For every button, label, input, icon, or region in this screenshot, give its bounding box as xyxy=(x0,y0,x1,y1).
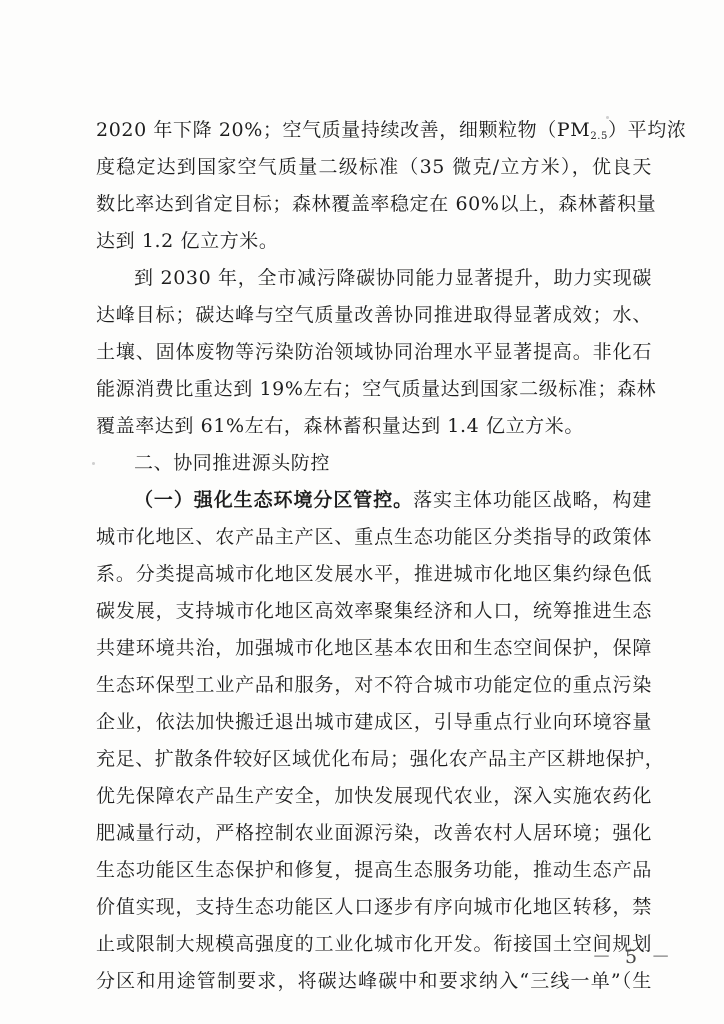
text-line: 数比率达到省定目标；森林覆盖率稳定在 60%以上，森林蓄积量 xyxy=(96,193,657,215)
text-line: 土壤、固体废物等污染防治领域协同治理水平显著提高。非化石 xyxy=(96,341,652,363)
paragraph xyxy=(96,112,687,260)
text-line: 价值实现，支持生态功能区人口逐步有序向城市化地区转移，禁 xyxy=(96,896,652,918)
text-line: 达峰目标；碳达峰与空气质量改善协同推进取得显著成效；水、 xyxy=(96,304,652,326)
text-line: 到 2030 年，全市减污降碳协同能力显著提升，助力实现碳 xyxy=(134,267,652,289)
text-line: 优先保障农产品生产安全，加快发展现代农业，深入实施农药化 xyxy=(96,785,652,807)
text-line: 充足、扩散条件较好区域优化布局；强化农产品主产区耕地保护， xyxy=(96,748,665,770)
text-line: 碳发展，支持城市化地区高效率聚集经济和人口，统筹推进生态 xyxy=(96,600,652,622)
text-line: 达到 1.2 亿立方米。 xyxy=(96,230,279,252)
subscript: 2.5 xyxy=(590,131,609,142)
text-line: 生态环保型工业产品和服务，对不符合城市功能定位的重点污染 xyxy=(96,674,652,696)
text-line: （一）强化生态环境分区管控。落实主体功能区战略，构建 xyxy=(134,489,653,511)
paragraph xyxy=(96,260,657,445)
text-line: 覆盖率达到 61%左右，森林蓄积量达到 1.4 亿立方米。 xyxy=(96,415,584,437)
text-line: 止或限制大规模高强度的工业化城市化开发。衔接国土空间规划 xyxy=(96,933,652,955)
section-heading: 二、协同推进源头防控 xyxy=(134,452,331,474)
subsection-heading: （一）强化生态环境分区管控。 xyxy=(134,489,414,511)
paragraph xyxy=(96,482,665,1000)
text-line: 度稳定达到国家空气质量二级标准（35 微克/立方米），优良天 xyxy=(96,156,652,178)
text-line: 生态功能区生态保护和修复，提高生态服务功能，推动生态产品 xyxy=(96,859,652,881)
text-line: 2020 年下降 20%；空气质量持续改善，细颗粒物$(PM_{2.5})$平均浓 xyxy=(96,119,687,142)
page-number: － 5 － xyxy=(592,946,675,968)
text-line: 分区和用途管制要求，将碳达峰碳中和要求纳入“三线一单”（生 xyxy=(96,970,652,992)
text-line: 城市化地区、农产品主产区、重点生态功能区分类指导的政策体 xyxy=(96,526,652,548)
text-line: 共建环境共治，加强城市化地区基本农田和生态空间保护，保障 xyxy=(96,637,652,659)
scan-speck xyxy=(92,462,95,465)
text-line: 企业，依法加快搬迁退出城市建成区，引导重点行业向环境容量 xyxy=(96,711,652,733)
document-body xyxy=(96,112,687,1000)
text-line: 肥减量行动，严格控制农业面源污染，改善农村人居环境；强化 xyxy=(96,822,652,844)
text-line: 能源消费比重达到 19%左右；空气质量达到国家二级标准；森林 xyxy=(96,378,657,400)
text-line: 系。分类提高城市化地区发展水平，推进城市化地区集约绿色低 xyxy=(96,563,652,585)
